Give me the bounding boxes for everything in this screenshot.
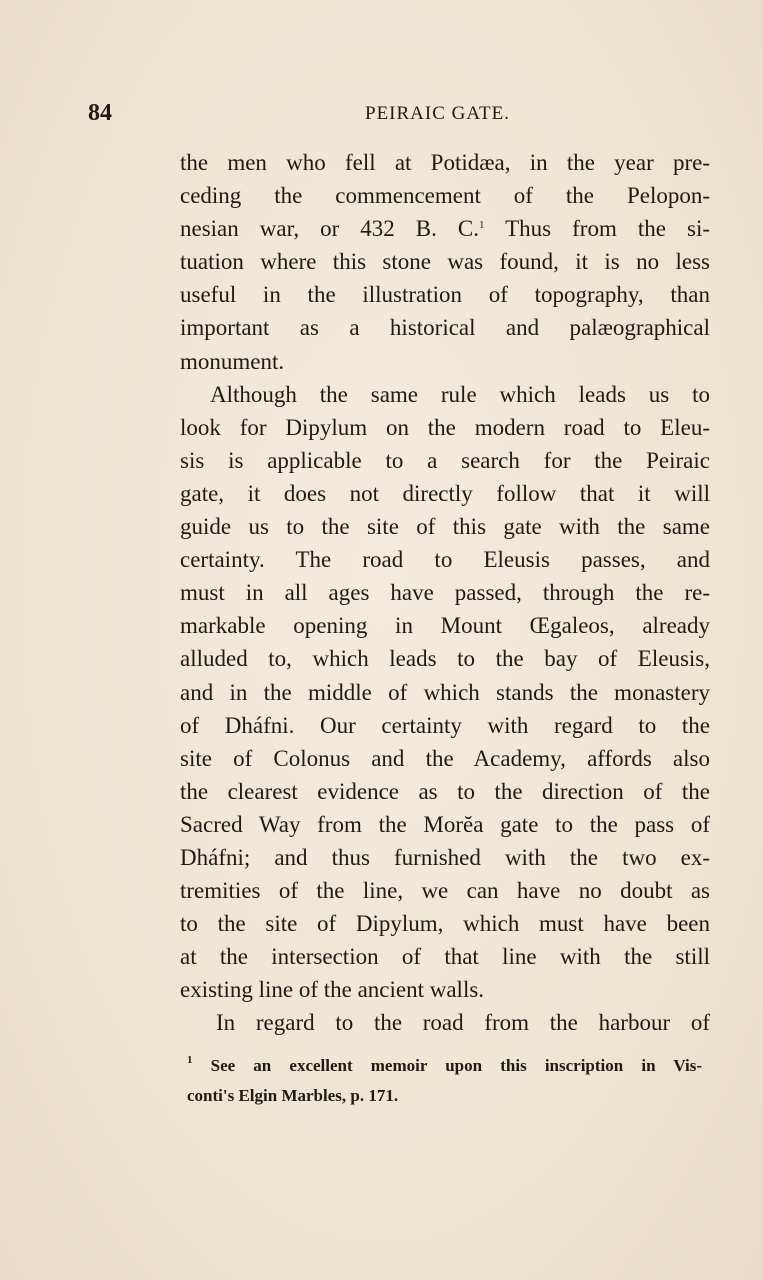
text-line: important as a historical and palæographical	[180, 315, 710, 341]
text-line: guide us to the site of this gate with the same	[180, 514, 710, 540]
text-line: look for Dipylum on the modern road to Eleu-	[180, 414, 710, 440]
text-line: monument.	[180, 348, 285, 374]
footnote-line: conti's Elgin Marbles, p. 171.	[187, 1086, 399, 1105]
text-line: tremities of the line, we can have no doubt as	[180, 878, 710, 904]
text-line: In regard to the road from the harbour of	[216, 1010, 710, 1036]
text-line: alluded to, which leads to the bay of Eleusis,	[180, 646, 710, 672]
footnote-reference: 1	[479, 219, 485, 232]
page-number: 84	[88, 100, 112, 126]
text-line: the clearest evidence as to the direction of the	[180, 778, 710, 804]
text-line: ceding the commencement of the Pelopon-	[180, 183, 710, 209]
text-line: to the site of Dipylum, which must have been	[180, 911, 710, 937]
page-header	[88, 100, 713, 130]
text-line-part: nesian war, or 432 B. C.	[180, 216, 480, 242]
text-line: useful in the illustration of topography, than	[180, 282, 710, 308]
text-line: at the intersection of that line with the still	[180, 944, 710, 970]
text-line: the men who fell at Potidæa, in the year pre-	[180, 150, 710, 175]
text-line: markable opening in Mount Œgaleos, already	[180, 613, 710, 639]
text-line: sis is applicable to a search for the Peiraic	[180, 447, 710, 473]
text-line: must in all ages have passed, through the re-	[180, 580, 710, 606]
footnote-line	[187, 1051, 702, 1081]
text-line: and in the middle of which stands the monastery	[180, 679, 710, 705]
text-line: Although the same rule which leads us to	[210, 381, 710, 407]
text-line: gate, it does not directly follow that it will	[180, 480, 710, 506]
main-text	[180, 146, 710, 1040]
text-line: Dháfni; and thus furnished with the two ex-	[180, 844, 710, 870]
running-title: PEIRAIC GATE.	[365, 103, 510, 124]
footnote-text: See an excellent memoir upon this inscription in Vis-	[192, 1056, 702, 1075]
text-line: of Dháfni. Our certainty with regard to the	[180, 712, 710, 738]
text-line: Sacred Way from the Morĕa gate to the pass of	[180, 811, 710, 837]
footnote	[187, 1051, 702, 1111]
text-line: certainty. The road to Eleusis passes, and	[180, 547, 710, 573]
text-line: tuation where this stone was found, it is no less	[180, 249, 710, 275]
footnote-marker: 1	[187, 1054, 193, 1066]
text-line-part: Thus from the si-	[484, 216, 710, 242]
text-line: site of Colonus and the Academy, affords also	[180, 745, 710, 771]
text-line: existing line of the ancient walls.	[180, 977, 485, 1003]
text-line	[180, 212, 710, 245]
